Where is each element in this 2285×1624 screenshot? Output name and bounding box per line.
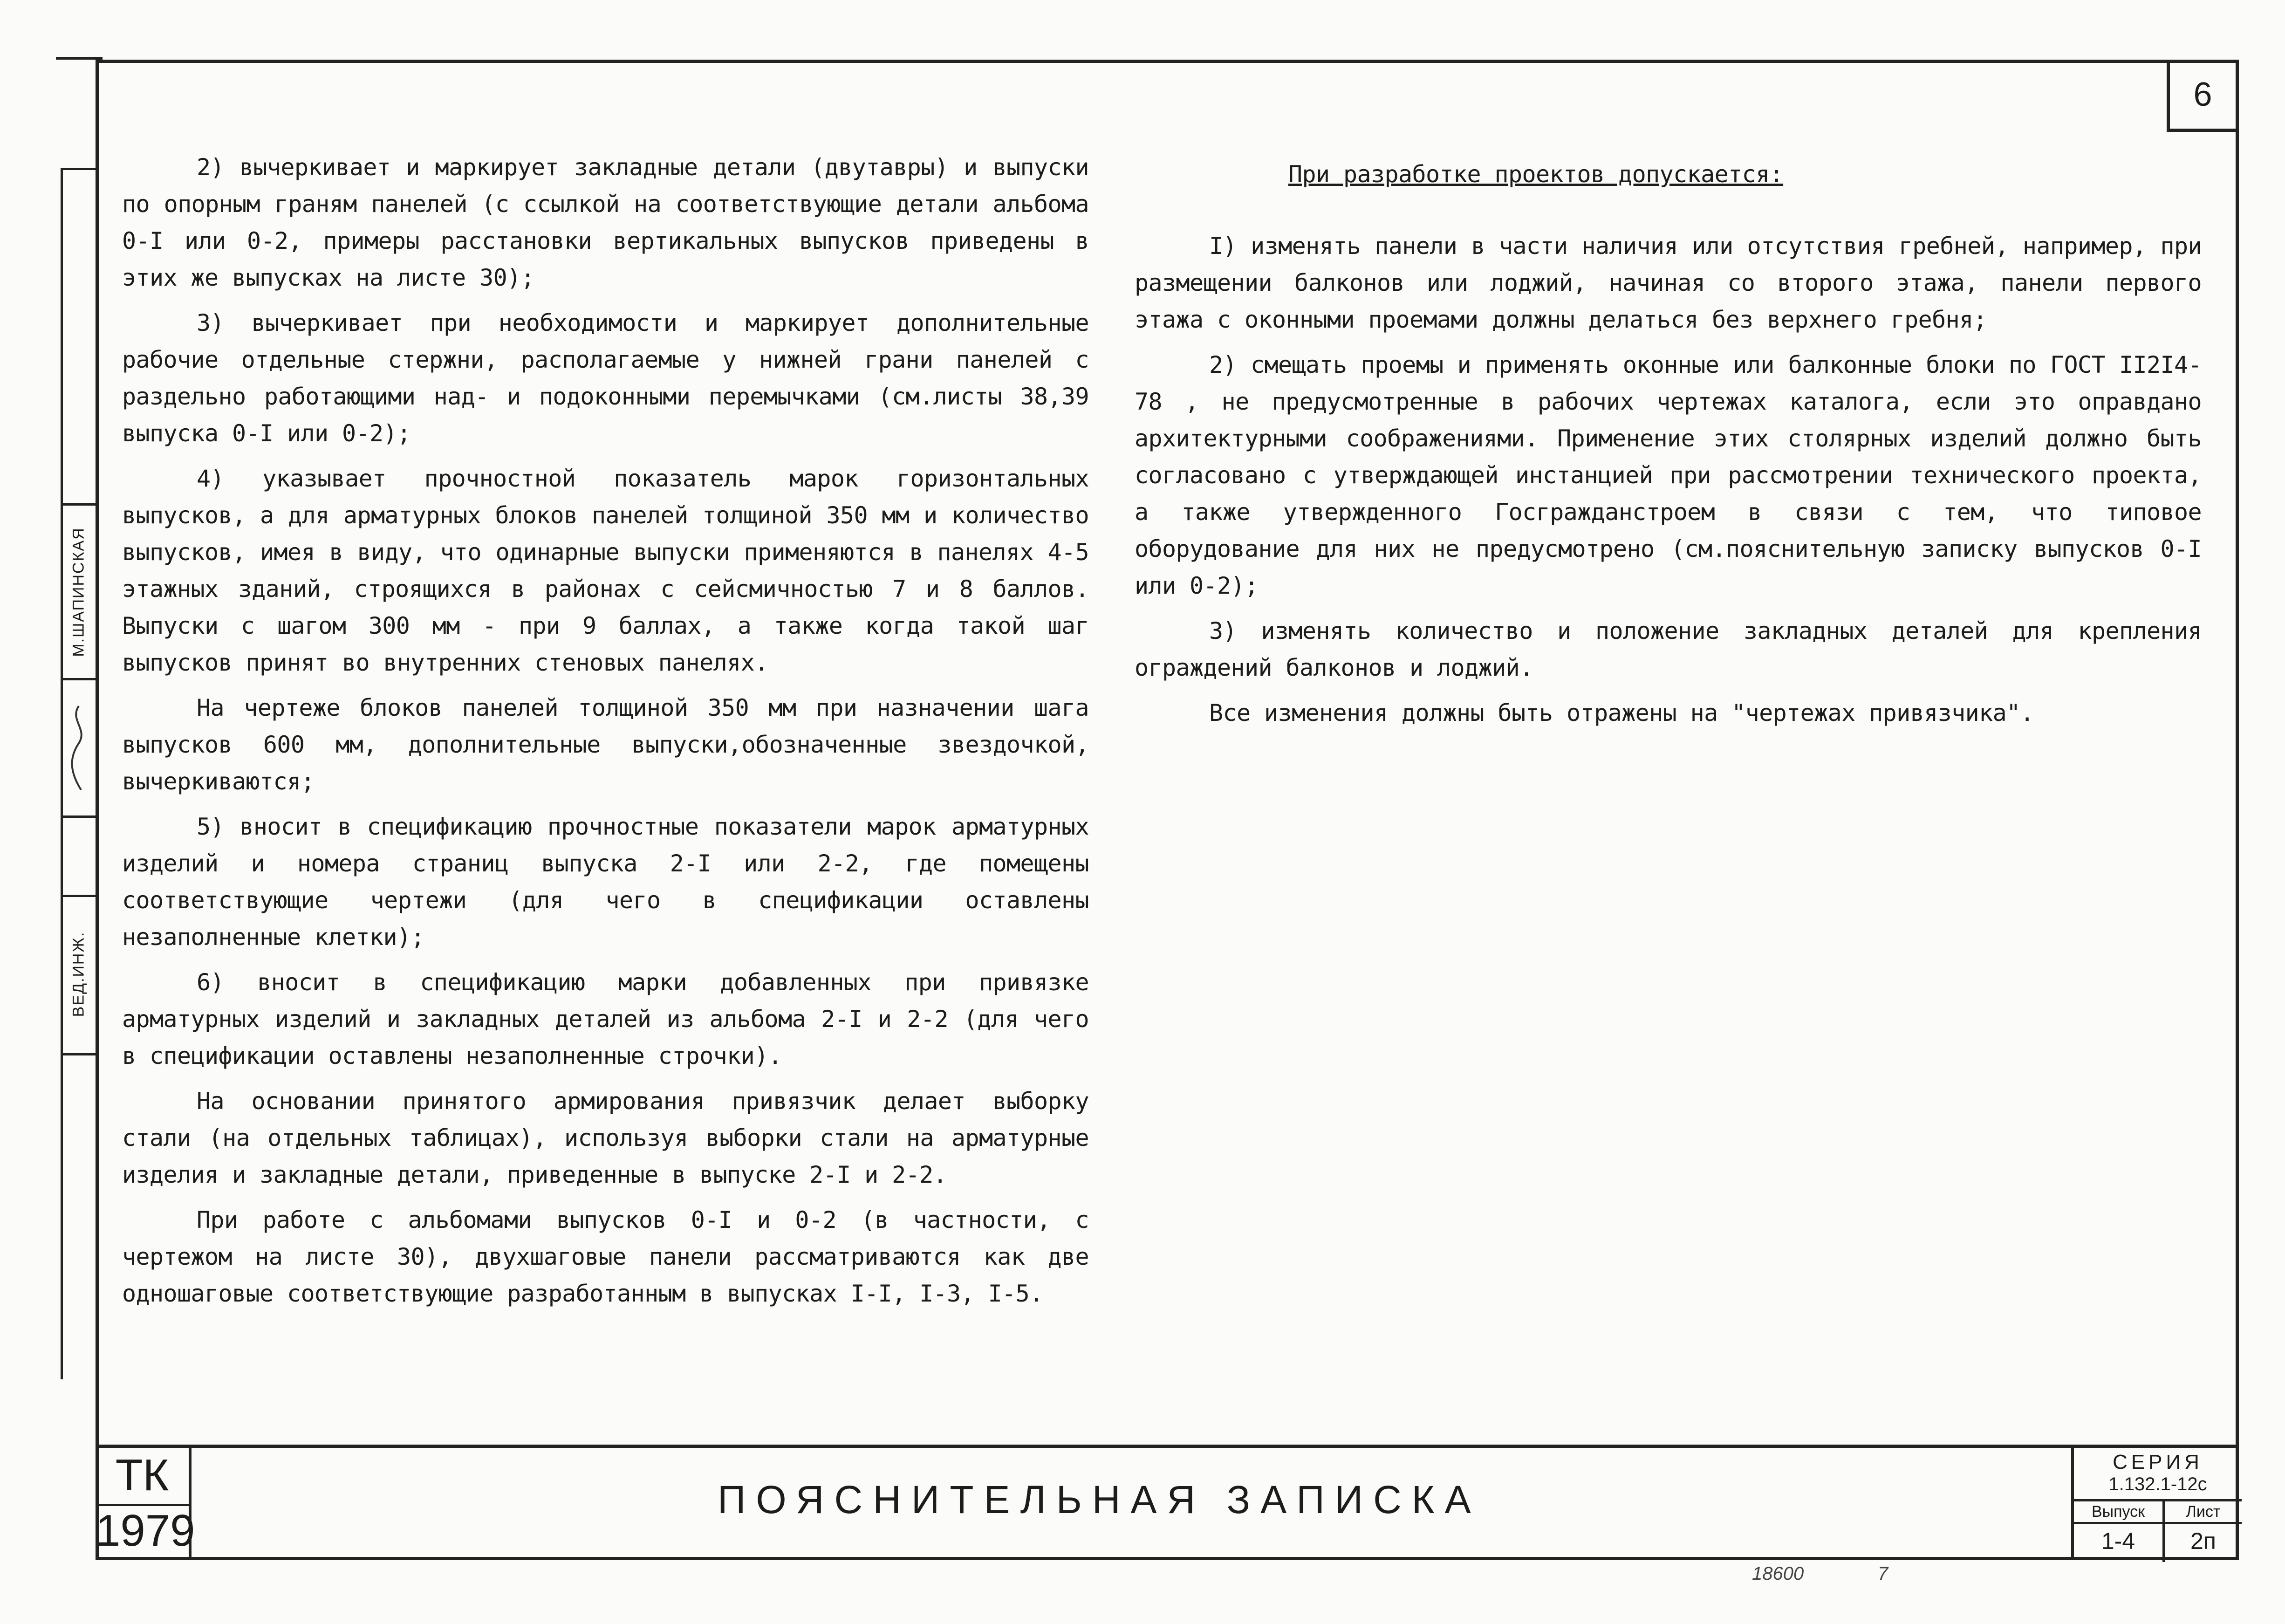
stamp-label: ВЕД.ИНЖ. — [69, 931, 88, 1017]
paragraph: 3) вычеркивает при необходимости и маркирует дополнительные рабочие отдельные стержни, располагаемые у нижней грани панелей с раздельно работающими над- и подоконными перемычками (см.листы 38,39 выпуска 0-I или 0-2); — [122, 309, 1089, 447]
paragraph: 6) вносит в спецификацию марки добавленных при привязке арматурных изделий и закладных деталей из альбома 2-I и 2-2 (для чего в спецификации оставлены незаполненные строчки). — [122, 969, 1089, 1069]
paragraph: На основании принятого армирования привязчик делает выборку стали (на отдельных таблицах), используя выборки стали на арматурные изделия и закладные детали, приведенные в выпуске 2-I и 2-2. — [122, 1088, 1089, 1188]
sheet-value: 2п — [2190, 1528, 2216, 1554]
paragraph: 3) изменять количество и положение закладных деталей для крепления ограждений балконов и лоджий. — [1135, 617, 2202, 681]
paragraph: Все изменения должны быть отражены на "чертежах привязчика". — [1209, 699, 2034, 726]
issue-value: 1-4 — [2101, 1528, 2135, 1554]
sheet-number: 6 — [2167, 60, 2239, 132]
title-block-border — [96, 1445, 2239, 1448]
paragraph: При работе с альбомами выпусков 0-I и 0-2 (в частности, с чертежом на листе 30), двухшаговые панели рассматриваются как две одношаговые соответствующие разработанным в выпусках I-I, I-3, I-5. — [122, 1206, 1089, 1307]
series-label: СЕРИЯ — [2113, 1451, 2203, 1473]
title-block-code — [96, 1448, 195, 1560]
right-column — [1135, 156, 2202, 740]
paragraph: I) изменять панели в части наличия или отсутствия гребней, например, при размещении балконов или лоджий, начиная со второго этажа, панели первого этажа с оконными проемами должны делаться без верхнего гребня; — [1135, 233, 2202, 333]
org-code: ТК — [96, 1448, 189, 1506]
left-column — [122, 149, 1089, 1321]
document-title: ПОЯСНИТЕЛЬНАЯ ЗАПИСКА — [718, 1478, 1481, 1521]
copy-number: 7 — [1878, 1563, 1888, 1584]
section-heading: При разработке проектов допускается: — [1288, 161, 1784, 188]
paragraph: 2) вычеркивает и маркирует закладные детали (двутавры) и выпуски по опорным граням панелей (с ссылкой на соответствующие детали альбома 0-I или 0-2, примеры расстановки вертикальных выпусков приведены в этих же выпусках на листе 30); — [122, 154, 1089, 291]
paragraph: 5) вносит в спецификацию прочностные показатели марок арматурных изделий и номера страниц выпуска 2-I или 2-2, где помещены соответствующие чертежи (для чего в спецификации оставлены незаполненные клетки); — [122, 813, 1089, 951]
series-block — [2071, 1448, 2242, 1560]
sheet-label: Лист — [2165, 1501, 2242, 1524]
paragraph: На чертеже блоков панелей толщиной 350 мм при назначении шага выпусков 600 мм, дополнительные выпуски,обозначенные звездочкой, вычеркиваются; — [122, 694, 1089, 795]
order-number: 18600 — [1752, 1563, 1804, 1584]
stamp-name: М.ШАПИНСКАЯ — [69, 527, 88, 657]
issue-label: Выпуск — [2074, 1501, 2162, 1524]
signature — [61, 678, 97, 818]
paragraph: 4) указывает прочностной показатель марок горизонтальных выпусков, а для арматурных блоков панелей толщиной 350 мм и количество выпусков, имея в виду, что одинарные выпуски применяются в панелях 4-5 этажных зданий, строящихся в районах с сейсмичностью 7 и 8 баллов. Выпуски с шагом 300 мм - при 9 баллах, а также когда такой шаг выпусков принят во внутренних стеновых панелях. — [122, 465, 1089, 676]
stamp-strip — [61, 168, 97, 1379]
series-code: 1.132.1-12с — [2108, 1474, 2207, 1494]
paragraph: 2) смещать проемы и применять оконные или балконные блоки по ГОСТ II2I4-78 , не предусмотренные в рабочих чертежах каталога, если это оправдано архитектурными соображениями. Применение этих столярных изделий должно быть согласовано с утверждающей инстанцией при рассмотрении технического проекта, а также утвержденного Госгражданстроем в связи с тем, что типовое оборудование для них не предусмотрено (см.пояснительную записку выпусков 0-I или 0-2); — [1135, 351, 2202, 599]
year: 1979 — [96, 1506, 195, 1555]
